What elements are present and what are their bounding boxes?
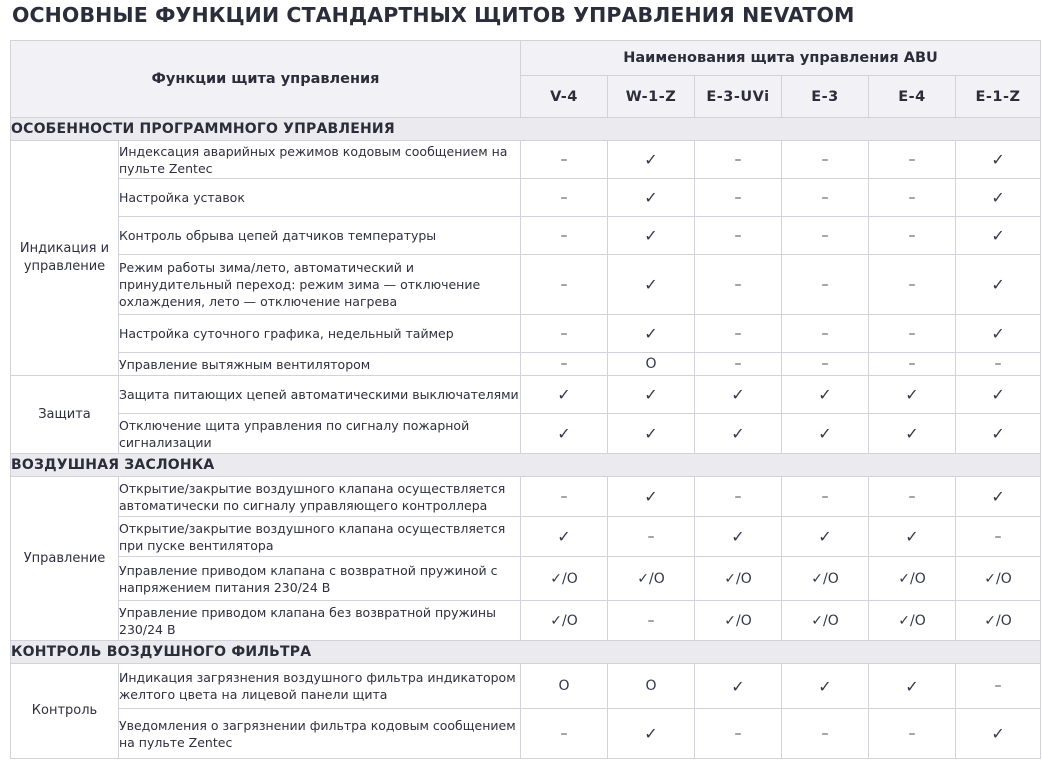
feature-label: Уведомления о загрязнении фильтра кодовым сообщением на пульте Zentec	[119, 709, 521, 759]
model-header: E-3	[782, 76, 869, 118]
feature-label: Индикация загрязнения воздушного фильтра индикатором желтого цвета на лицевой панели щита	[119, 664, 521, 709]
table-row	[11, 353, 1041, 376]
dash-mark: –	[695, 709, 782, 759]
table-row	[11, 477, 1041, 517]
table-row	[11, 557, 1041, 601]
check-icon: ✓	[782, 414, 869, 454]
table-row	[11, 376, 1041, 414]
check-icon: ✓	[608, 709, 695, 759]
category-label: Контроль	[11, 664, 119, 759]
check-icon: ✓	[608, 376, 695, 414]
dash-mark: –	[869, 477, 956, 517]
feature-label: Управление приводом клапана без возвратной пружины 230/24 В	[119, 601, 521, 641]
check-icon: ✓	[956, 477, 1041, 517]
dash-mark: –	[782, 217, 869, 255]
check-option-icon: ✓/O	[695, 557, 782, 601]
check-icon: ✓	[956, 255, 1041, 315]
table-row	[11, 664, 1041, 709]
model-header: V-4	[521, 76, 608, 118]
feature-label: Режим работы зима/лето, автоматический и принудительный переход: режим зима — отключение охлаждения, лето — отключение нагрева	[119, 255, 521, 315]
check-icon: ✓	[782, 664, 869, 709]
feature-label: Управление приводом клапана с возвратной пружиной с напряжением питания 230/24 В	[119, 557, 521, 601]
table-row	[11, 414, 1041, 454]
dash-mark: –	[521, 179, 608, 217]
model-header: E-4	[869, 76, 956, 118]
dash-mark: –	[869, 141, 956, 179]
category-label: Индикация и управление	[11, 141, 119, 376]
check-icon: ✓	[608, 217, 695, 255]
dash-mark: –	[869, 255, 956, 315]
check-icon: ✓	[521, 517, 608, 557]
dash-mark: –	[695, 217, 782, 255]
dash-mark: –	[695, 353, 782, 376]
circle-option-icon: O	[521, 664, 608, 709]
check-icon: ✓	[782, 517, 869, 557]
check-icon: ✓	[695, 376, 782, 414]
check-option-icon: ✓/O	[956, 601, 1041, 641]
check-option-icon: ✓/O	[782, 557, 869, 601]
feature-label: Открытие/закрытие воздушного клапана осуществляется при пуске вентилятора	[119, 517, 521, 557]
feature-label: Защита питающих цепей автоматическими выключателями	[119, 376, 521, 414]
check-option-icon: ✓/O	[521, 557, 608, 601]
check-option-icon: ✓/O	[608, 557, 695, 601]
table-body	[11, 118, 1041, 759]
dash-mark: –	[521, 141, 608, 179]
models-group-header: Наименования щита управления ABU	[521, 41, 1041, 76]
dash-mark: –	[782, 709, 869, 759]
check-icon: ✓	[956, 709, 1041, 759]
check-icon: ✓	[608, 179, 695, 217]
functions-table	[10, 40, 1041, 759]
dash-mark: –	[695, 141, 782, 179]
dash-mark: –	[521, 217, 608, 255]
functions-header: Функции щита управления	[11, 41, 521, 118]
table-row	[11, 179, 1041, 217]
circle-option-icon: O	[608, 664, 695, 709]
check-icon: ✓	[869, 517, 956, 557]
model-header: E-1-Z	[956, 76, 1041, 118]
check-icon: ✓	[521, 414, 608, 454]
table-row	[11, 601, 1041, 641]
check-icon: ✓	[608, 414, 695, 454]
check-icon: ✓	[956, 315, 1041, 353]
dash-mark: –	[869, 179, 956, 217]
table-row	[11, 517, 1041, 557]
dash-mark: –	[521, 255, 608, 315]
feature-label: Настройка уставок	[119, 179, 521, 217]
check-icon: ✓	[956, 217, 1041, 255]
dash-mark: –	[782, 141, 869, 179]
section-title: ОСОБЕННОСТИ ПРОГРАММНОГО УПРАВЛЕНИЯ	[11, 118, 1041, 141]
dash-mark: –	[521, 709, 608, 759]
category-label: Управление	[11, 477, 119, 641]
check-icon: ✓	[608, 141, 695, 179]
dash-mark: –	[782, 179, 869, 217]
check-icon: ✓	[695, 414, 782, 454]
section-title: ВОЗДУШНАЯ ЗАСЛОНКА	[11, 454, 1041, 477]
circle-option-icon: O	[608, 353, 695, 376]
check-option-icon: ✓/O	[956, 557, 1041, 601]
table-row	[11, 709, 1041, 759]
dash-mark: –	[521, 315, 608, 353]
table-row	[11, 255, 1041, 315]
dash-mark: –	[608, 601, 695, 641]
dash-mark: –	[695, 179, 782, 217]
check-icon: ✓	[608, 315, 695, 353]
feature-label: Контроль обрыва цепей датчиков температуры	[119, 217, 521, 255]
dash-mark: –	[956, 664, 1041, 709]
check-icon: ✓	[521, 376, 608, 414]
dash-mark: –	[869, 709, 956, 759]
feature-label: Отключение щита управления по сигналу пожарной сигнализации	[119, 414, 521, 454]
check-icon: ✓	[869, 664, 956, 709]
check-icon: ✓	[869, 376, 956, 414]
dash-mark: –	[869, 217, 956, 255]
check-icon: ✓	[782, 376, 869, 414]
feature-label: Управление вытяжным вентилятором	[119, 353, 521, 376]
check-icon: ✓	[956, 179, 1041, 217]
dash-mark: –	[695, 255, 782, 315]
dash-mark: –	[956, 517, 1041, 557]
table-row	[11, 217, 1041, 255]
dash-mark: –	[521, 353, 608, 376]
check-option-icon: ✓/O	[521, 601, 608, 641]
page-title: ОСНОВНЫЕ ФУНКЦИИ СТАНДАРТНЫХ ЩИТОВ УПРАВЛЕНИЯ NEVATOM	[12, 3, 855, 27]
section-title: КОНТРОЛЬ ВОЗДУШНОГО ФИЛЬТРА	[11, 641, 1041, 664]
dash-mark: –	[695, 315, 782, 353]
check-icon: ✓	[695, 664, 782, 709]
table-row	[11, 315, 1041, 353]
check-icon: ✓	[956, 141, 1041, 179]
model-header: E-3-UVi	[695, 76, 782, 118]
feature-label: Индексация аварийных режимов кодовым сообщением на пульте Zentec	[119, 141, 521, 179]
dash-mark: –	[869, 353, 956, 376]
table-row	[11, 141, 1041, 179]
check-icon: ✓	[956, 376, 1041, 414]
dash-mark: –	[782, 477, 869, 517]
feature-label: Открытие/закрытие воздушного клапана осуществляется автоматически по сигналу управляющего контроллера	[119, 477, 521, 517]
check-option-icon: ✓/O	[869, 557, 956, 601]
check-icon: ✓	[869, 414, 956, 454]
dash-mark: –	[608, 517, 695, 557]
check-option-icon: ✓/O	[869, 601, 956, 641]
model-header: W-1-Z	[608, 76, 695, 118]
check-icon: ✓	[695, 517, 782, 557]
check-icon: ✓	[608, 477, 695, 517]
dash-mark: –	[695, 477, 782, 517]
check-option-icon: ✓/O	[695, 601, 782, 641]
check-icon: ✓	[608, 255, 695, 315]
dash-mark: –	[782, 255, 869, 315]
dash-mark: –	[869, 315, 956, 353]
feature-label: Настройка суточного графика, недельный таймер	[119, 315, 521, 353]
dash-mark: –	[782, 353, 869, 376]
check-option-icon: ✓/O	[782, 601, 869, 641]
category-label: Защита	[11, 376, 119, 454]
dash-mark: –	[956, 353, 1041, 376]
dash-mark: –	[782, 315, 869, 353]
dash-mark: –	[521, 477, 608, 517]
check-icon: ✓	[956, 414, 1041, 454]
